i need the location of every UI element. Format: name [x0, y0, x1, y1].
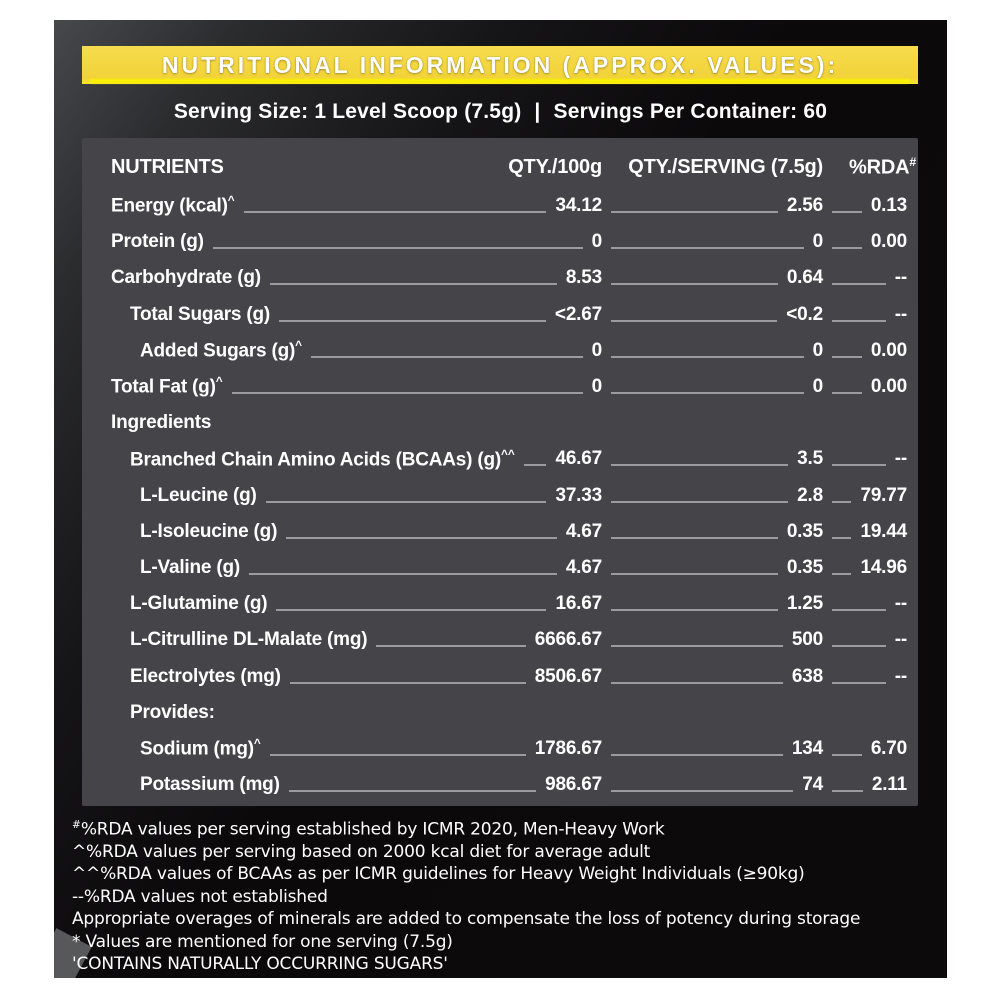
- title-bar: [82, 46, 918, 84]
- qty-100g-value: 37.33: [555, 484, 602, 506]
- qty-serving-cell: [602, 195, 823, 217]
- qty-serving-cell: [602, 629, 823, 651]
- nutrient-cell: [111, 593, 602, 615]
- leader-line: [244, 211, 547, 213]
- leader-line: [249, 573, 557, 575]
- leader-line: [611, 356, 804, 358]
- leader-line: [611, 682, 783, 684]
- column-header-qty-100g: QTY./100g: [508, 155, 602, 178]
- leader-line: [611, 283, 778, 285]
- rda-cell: [823, 738, 907, 760]
- nutrient-cell: [111, 412, 602, 434]
- qty-serving-value: 2.56: [786, 195, 823, 217]
- rda-cell: [823, 521, 907, 543]
- nutrient-cell: [111, 375, 602, 398]
- nutrition-table-body: [111, 188, 907, 803]
- rda-cell: [823, 774, 907, 796]
- rda-value: --: [894, 629, 907, 651]
- qty-serving-cell: [602, 448, 823, 470]
- rda-cell: [823, 195, 907, 217]
- nutrient-label: Carbohydrate (g): [111, 267, 261, 289]
- table-row: [111, 369, 907, 405]
- footnote-marker: #: [72, 819, 81, 831]
- nutrient-label: Added Sugars (g)^: [140, 339, 303, 362]
- nutrient-cell: [111, 774, 602, 796]
- table-row: [111, 658, 907, 694]
- table-row: [111, 550, 907, 586]
- qty-100g-value: 4.67: [565, 520, 602, 542]
- rda-cell: [823, 485, 907, 507]
- qty-100g-value: 0: [591, 339, 602, 361]
- leader-line: [832, 682, 886, 684]
- nutrient-label: L-Leucine (g): [140, 484, 257, 506]
- leader-line: [832, 392, 862, 394]
- leader-line: [611, 464, 788, 466]
- leader-line: [270, 283, 557, 285]
- leader-line: [832, 754, 862, 756]
- leader-line: [611, 754, 783, 756]
- nutrient-cell: [111, 521, 602, 543]
- nutrient-label: Total Fat (g)^: [111, 375, 223, 398]
- qty-serving-value: 0.35: [786, 556, 823, 578]
- rda-value: --: [894, 448, 907, 470]
- leader-line: [832, 790, 863, 792]
- nutrient-label: Potassium (mg): [140, 774, 280, 796]
- qty-100g-value: 0: [591, 376, 602, 398]
- rda-value: 79.77: [860, 484, 907, 506]
- qty-serving-cell: [602, 557, 823, 579]
- nutrient-label: Ingredients: [111, 412, 212, 434]
- nutrient-label: Provides:: [130, 701, 215, 723]
- rda-value: --: [894, 665, 907, 687]
- servings-per-container-text: Servings Per Container: 60: [553, 100, 828, 123]
- table-row: [111, 695, 907, 731]
- rda-cell: [823, 629, 907, 651]
- leader-line: [832, 573, 851, 575]
- rda-value: 2.11: [871, 774, 907, 796]
- rda-cell: [823, 231, 907, 253]
- leader-line: [290, 682, 526, 684]
- nutrient-label: Sodium (mg)^: [140, 737, 261, 760]
- leader-line: [832, 247, 862, 249]
- header-cell-nutrients: [111, 156, 602, 179]
- rda-value: 0.00: [870, 376, 907, 398]
- nutrient-cell: [111, 231, 602, 253]
- qty-100g-value: 34.12: [555, 195, 602, 217]
- footnote-line: #%RDA values per serving established by ICMR 2020, Men-Heavy Work: [72, 819, 665, 840]
- leader-line: [524, 464, 547, 466]
- qty-100g-value: 16.67: [555, 593, 602, 615]
- rda-cell: [823, 593, 907, 615]
- leader-line: [832, 501, 851, 503]
- footnote-line: ^^%RDA values of BCAAs as per ICMR guidelines for Heavy Weight Individuals (≥90kg): [72, 864, 805, 885]
- nutrient-label: Protein (g): [111, 231, 204, 253]
- qty-100g-value: 8.53: [565, 267, 602, 289]
- nutrient-cell: [111, 629, 602, 651]
- leader-line: [266, 501, 547, 503]
- leader-line: [611, 790, 793, 792]
- qty-serving-value: 638: [791, 665, 823, 687]
- qty-100g-value: 0: [591, 231, 602, 253]
- nutrient-label: L-Citrulline DL-Malate (mg): [130, 629, 368, 651]
- serving-separator: |: [534, 100, 541, 123]
- leader-line: [611, 537, 778, 539]
- qty-100g-value: 6666.67: [534, 629, 602, 651]
- qty-serving-value: 0: [812, 231, 823, 253]
- leader-line: [376, 645, 525, 647]
- footnotes-block: [72, 814, 932, 976]
- leader-line: [213, 247, 583, 249]
- qty-serving-value: 0.64: [786, 267, 823, 289]
- table-row: [111, 731, 907, 767]
- leader-line: [279, 320, 546, 322]
- leader-line: [611, 573, 778, 575]
- rda-cell: [823, 267, 907, 289]
- qty-serving-value: 74: [802, 774, 823, 796]
- table-row: [111, 514, 907, 550]
- qty-serving-cell: [602, 774, 823, 796]
- nutrient-label: L-Glutamine (g): [130, 593, 268, 615]
- rda-cell: [823, 557, 907, 579]
- nutrient-cell: [111, 304, 602, 326]
- leader-line: [611, 609, 778, 611]
- rda-value: --: [894, 593, 907, 615]
- leader-line: [832, 211, 862, 213]
- leader-line: [832, 356, 862, 358]
- rda-value: 14.96: [860, 556, 907, 578]
- qty-serving-value: 500: [791, 629, 823, 651]
- table-row: [111, 333, 907, 369]
- qty-serving-cell: [602, 376, 823, 398]
- qty-serving-cell: [602, 666, 823, 688]
- leader-line: [832, 320, 886, 322]
- qty-serving-cell: [602, 267, 823, 289]
- leader-line: [832, 537, 851, 539]
- rda-value: 0.00: [870, 231, 907, 253]
- column-header-nutrients: NUTRIENTS: [111, 155, 224, 178]
- nutrient-cell: [111, 737, 602, 760]
- table-row: [111, 405, 907, 441]
- nutrient-label: Branched Chain Amino Acids (BCAAs) (g)^^: [130, 447, 515, 471]
- footnote-line: ^%RDA values per serving based on 2000 kcal diet for average adult: [72, 842, 651, 863]
- table-row: [111, 260, 907, 296]
- table-row: [111, 297, 907, 333]
- table-row: [111, 188, 907, 224]
- leader-line: [832, 464, 886, 466]
- nutrition-table: [82, 138, 918, 806]
- serving-info-line: [54, 100, 947, 124]
- footnote-marker: *: [72, 931, 81, 952]
- nutrient-label: L-Isoleucine (g): [140, 520, 278, 542]
- rda-value: 6.70: [870, 737, 907, 759]
- nutrient-cell: [111, 485, 602, 507]
- qty-serving-value: 3.5: [797, 448, 823, 470]
- table-row: [111, 586, 907, 622]
- rda-value: 19.44: [860, 520, 907, 542]
- page-title: NUTRITIONAL INFORMATION (APPROX. VALUES):: [161, 51, 839, 78]
- qty-serving-cell: [602, 593, 823, 615]
- nutrient-label: Electrolytes (mg): [130, 665, 281, 687]
- nutrient-cell: [111, 448, 602, 471]
- column-header-qty-serving: QTY./SERVING (7.5g): [628, 155, 823, 178]
- nutrient-cell: [111, 267, 602, 289]
- qty-serving-value: 0.35: [786, 520, 823, 542]
- rda-cell: [823, 340, 907, 362]
- footnote-line: * Values are mentioned for one serving (7.5g): [72, 931, 453, 952]
- qty-serving-cell: [602, 521, 823, 543]
- rda-cell: [823, 304, 907, 326]
- leader-line: [270, 754, 526, 756]
- table-row: [111, 767, 907, 803]
- leader-line: [276, 609, 546, 611]
- qty-serving-value: 0: [812, 339, 823, 361]
- nutrient-cell: [111, 194, 602, 217]
- nutrition-label-panel: [54, 20, 947, 978]
- header-cell-rda: [823, 154, 917, 180]
- qty-100g-value: 986.67: [545, 774, 602, 796]
- footnote-marker: ^: [72, 842, 87, 863]
- qty-serving-cell: [602, 304, 823, 326]
- nutrient-label: Energy (kcal)^: [111, 194, 235, 217]
- qty-100g-value: 4.67: [565, 556, 602, 578]
- nutrient-cell: [111, 666, 602, 688]
- qty-serving-value: 2.8: [797, 484, 823, 506]
- footnote-marker: --: [72, 886, 84, 907]
- leader-line: [289, 790, 536, 792]
- table-row: [111, 224, 907, 260]
- qty-100g-value: <2.67: [554, 303, 602, 325]
- qty-100g-value: 8506.67: [534, 665, 602, 687]
- qty-serving-cell: [602, 340, 823, 362]
- qty-serving-value: 1.25: [786, 593, 823, 615]
- qty-serving-value: 134: [791, 737, 823, 759]
- footnote-line: --%RDA values not established: [72, 886, 328, 907]
- nutrient-cell: [111, 702, 602, 724]
- rda-cell: [823, 666, 907, 688]
- leader-line: [832, 283, 886, 285]
- footnote-line: 'CONTAINS NATURALLY OCCURRING SUGARS': [72, 954, 448, 975]
- qty-serving-cell: [602, 738, 823, 760]
- header-cell-qty-serving: [602, 156, 823, 179]
- leader-line: [611, 392, 804, 394]
- leader-line: [286, 537, 557, 539]
- nutrient-label: Total Sugars (g): [130, 303, 271, 325]
- qty-100g-value: 1786.67: [534, 737, 602, 759]
- qty-100g-value: 46.67: [555, 448, 602, 470]
- table-header-row: [111, 146, 917, 188]
- rda-header-superscript: #: [909, 154, 917, 169]
- column-header-rda: [849, 155, 916, 180]
- footnote-line: Appropriate overages of minerals are added to compensate the loss of potency during storage: [72, 909, 861, 930]
- leader-line: [232, 392, 583, 394]
- table-row: [111, 441, 907, 477]
- leader-line: [611, 320, 777, 322]
- rda-value: --: [894, 267, 907, 289]
- table-row: [111, 478, 907, 514]
- qty-serving-cell: [602, 485, 823, 507]
- rda-cell: [823, 448, 907, 470]
- rda-value: 0.13: [870, 195, 907, 217]
- leader-line: [832, 645, 886, 647]
- qty-serving-cell: [602, 231, 823, 253]
- footnote-marker: ^^: [72, 864, 101, 885]
- serving-size-text: Serving Size: 1 Level Scoop (7.5g): [173, 100, 522, 123]
- leader-line: [611, 211, 778, 213]
- leader-line: [311, 356, 583, 358]
- nutrient-cell: [111, 339, 602, 362]
- leader-line: [611, 501, 788, 503]
- table-row: [111, 622, 907, 658]
- rda-value: --: [894, 303, 907, 325]
- qty-serving-value: 0: [812, 376, 823, 398]
- rda-header-text: %RDA: [849, 156, 910, 179]
- nutrient-label: L-Valine (g): [140, 556, 240, 578]
- rda-value: 0.00: [870, 339, 907, 361]
- rda-cell: [823, 376, 907, 398]
- nutrient-cell: [111, 557, 602, 579]
- leader-line: [832, 609, 886, 611]
- leader-line: [611, 247, 804, 249]
- leader-line: [611, 645, 783, 647]
- qty-serving-value: <0.2: [786, 303, 823, 325]
